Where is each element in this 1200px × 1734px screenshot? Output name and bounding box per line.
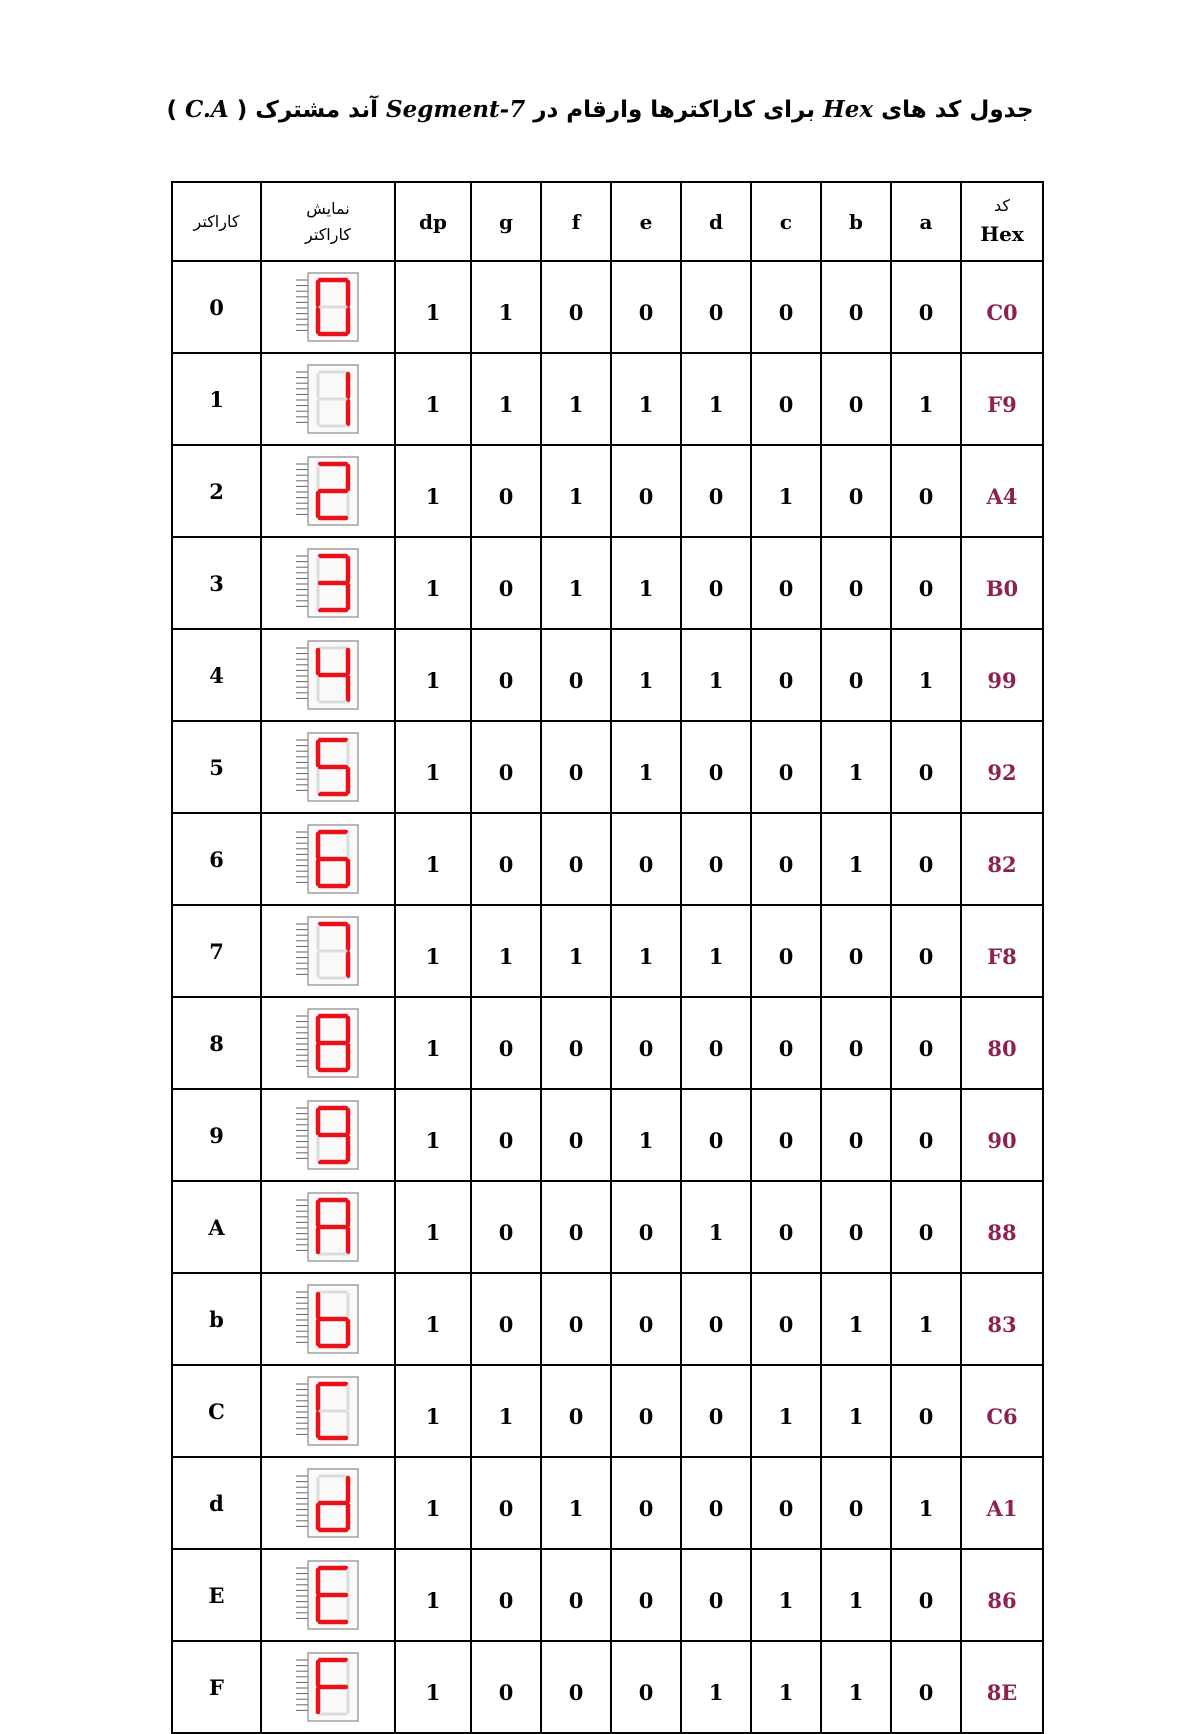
bit-a-cell: 0 (891, 1089, 961, 1181)
table-row (172, 1181, 1043, 1273)
seven-segment-display (261, 1365, 395, 1457)
bit-d-cell: 0 (681, 537, 751, 629)
hex-code-cell: 83 (961, 1273, 1043, 1365)
bit-g-cell: 0 (471, 997, 541, 1089)
bit-d-cell: 0 (681, 1365, 751, 1457)
character-cell: 8 (172, 997, 261, 1089)
bit-dp-cell: 1 (395, 1181, 471, 1273)
bit-e-cell: 0 (611, 1273, 681, 1365)
seven-segment-icon (296, 272, 360, 342)
seven-segment-icon (296, 640, 360, 710)
header-row (172, 182, 1043, 261)
bit-g-cell: 0 (471, 721, 541, 813)
bit-f-cell: 0 (541, 721, 611, 813)
bit-e-cell: 1 (611, 905, 681, 997)
seven-segment-display (261, 905, 395, 997)
bit-a-cell: 1 (891, 353, 961, 445)
bit-d-cell: 1 (681, 1181, 751, 1273)
hex-code-cell: C0 (961, 261, 1043, 353)
bit-a-cell: 0 (891, 445, 961, 537)
seven-segment-display (261, 1273, 395, 1365)
bit-d-cell: 0 (681, 721, 751, 813)
seven-segment-icon (296, 732, 360, 802)
bit-dp-cell: 1 (395, 261, 471, 353)
character-cell: 6 (172, 813, 261, 905)
bit-f-cell: 0 (541, 1089, 611, 1181)
bit-e-cell: 0 (611, 813, 681, 905)
header-c: c (751, 182, 821, 261)
seven-segment-icon (296, 1652, 360, 1722)
bit-dp-cell: 1 (395, 1641, 471, 1733)
bit-f-cell: 0 (541, 1365, 611, 1457)
bit-d-cell: 1 (681, 905, 751, 997)
title-ca: C.A (184, 96, 229, 123)
seven-segment-icon (296, 824, 360, 894)
hex-code-cell: 90 (961, 1089, 1043, 1181)
header-character: کاراکتر (172, 182, 261, 261)
table-body (172, 261, 1043, 1733)
bit-b-cell: 1 (821, 1549, 891, 1641)
table-row (172, 721, 1043, 813)
hex-code-cell: A4 (961, 445, 1043, 537)
bit-d-cell: 0 (681, 261, 751, 353)
title-prefix: جدول کد های (881, 97, 1034, 123)
table-row (172, 905, 1043, 997)
bit-b-cell: 0 (821, 537, 891, 629)
seven-segment-display (261, 813, 395, 905)
page-title (0, 96, 1200, 123)
bit-b-cell: 1 (821, 721, 891, 813)
table-row (172, 997, 1043, 1089)
seven-segment-display (261, 629, 395, 721)
bit-c-cell: 0 (751, 813, 821, 905)
bit-c-cell: 0 (751, 1181, 821, 1273)
character-cell: 5 (172, 721, 261, 813)
bit-g-cell: 0 (471, 1457, 541, 1549)
character-cell: 3 (172, 537, 261, 629)
seven-segment-display (261, 1641, 395, 1733)
seven-segment-icon (296, 1468, 360, 1538)
hex-code-cell: 8E (961, 1641, 1043, 1733)
bit-a-cell: 0 (891, 1365, 961, 1457)
bit-c-cell: 0 (751, 997, 821, 1089)
bit-b-cell: 0 (821, 445, 891, 537)
header-dp: dp (395, 182, 471, 261)
character-cell: 1 (172, 353, 261, 445)
bit-dp-cell: 1 (395, 353, 471, 445)
bit-e-cell: 0 (611, 445, 681, 537)
bit-f-cell: 0 (541, 1181, 611, 1273)
bit-d-cell: 0 (681, 997, 751, 1089)
bit-a-cell: 1 (891, 629, 961, 721)
bit-g-cell: 1 (471, 905, 541, 997)
bit-c-cell: 1 (751, 1549, 821, 1641)
bit-d-cell: 1 (681, 629, 751, 721)
seven-segment-display (261, 261, 395, 353)
table-row (172, 1365, 1043, 1457)
hex-code-cell: F9 (961, 353, 1043, 445)
table-row (172, 1089, 1043, 1181)
character-cell: A (172, 1181, 261, 1273)
bit-e-cell: 1 (611, 721, 681, 813)
bit-b-cell: 0 (821, 261, 891, 353)
character-cell: 9 (172, 1089, 261, 1181)
bit-c-cell: 1 (751, 1641, 821, 1733)
bit-b-cell: 0 (821, 997, 891, 1089)
hex-code-cell: 86 (961, 1549, 1043, 1641)
bit-f-cell: 1 (541, 353, 611, 445)
bit-dp-cell: 1 (395, 1365, 471, 1457)
seven-segment-icon (296, 916, 360, 986)
hex-code-cell: 99 (961, 629, 1043, 721)
bit-c-cell: 0 (751, 353, 821, 445)
bit-c-cell: 0 (751, 1457, 821, 1549)
table-row (172, 629, 1043, 721)
bit-g-cell: 0 (471, 537, 541, 629)
hex-code-cell: 92 (961, 721, 1043, 813)
header-display-line2: کاراکتر (305, 224, 351, 244)
bit-b-cell: 0 (821, 1089, 891, 1181)
header-code-line1: کد (993, 195, 1010, 215)
bit-c-cell: 0 (751, 905, 821, 997)
header-e: e (611, 182, 681, 261)
bit-d-cell: 0 (681, 1089, 751, 1181)
seven-segment-icon (296, 1284, 360, 1354)
character-cell: 0 (172, 261, 261, 353)
bit-g-cell: 0 (471, 1549, 541, 1641)
character-cell: b (172, 1273, 261, 1365)
bit-g-cell: 0 (471, 1641, 541, 1733)
bit-d-cell: 0 (681, 1549, 751, 1641)
character-cell: E (172, 1549, 261, 1641)
hex-code-table (171, 181, 1044, 1734)
hex-code-cell: F8 (961, 905, 1043, 997)
bit-a-cell: 0 (891, 1549, 961, 1641)
hex-code-cell: C6 (961, 1365, 1043, 1457)
bit-f-cell: 1 (541, 1457, 611, 1549)
seven-segment-display (261, 997, 395, 1089)
title-segment: 7-Segment (386, 96, 526, 123)
character-cell: 2 (172, 445, 261, 537)
bit-f-cell: 1 (541, 905, 611, 997)
bit-c-cell: 0 (751, 721, 821, 813)
bit-a-cell: 0 (891, 905, 961, 997)
table-row (172, 1457, 1043, 1549)
bit-dp-cell: 1 (395, 629, 471, 721)
bit-c-cell: 0 (751, 261, 821, 353)
header-display (261, 182, 395, 261)
bit-a-cell: 1 (891, 1273, 961, 1365)
bit-f-cell: 1 (541, 445, 611, 537)
bit-d-cell: 1 (681, 353, 751, 445)
table-row (172, 1549, 1043, 1641)
bit-a-cell: 0 (891, 1181, 961, 1273)
bit-d-cell: 0 (681, 1273, 751, 1365)
bit-e-cell: 0 (611, 1365, 681, 1457)
bit-e-cell: 1 (611, 353, 681, 445)
bit-dp-cell: 1 (395, 537, 471, 629)
header-code (961, 182, 1043, 261)
seven-segment-display (261, 1457, 395, 1549)
seven-segment-icon (296, 456, 360, 526)
bit-f-cell: 0 (541, 1273, 611, 1365)
table-row (172, 353, 1043, 445)
character-cell: F (172, 1641, 261, 1733)
bit-b-cell: 0 (821, 905, 891, 997)
bit-d-cell: 1 (681, 1641, 751, 1733)
bit-d-cell: 0 (681, 445, 751, 537)
bit-e-cell: 1 (611, 629, 681, 721)
bit-c-cell: 0 (751, 537, 821, 629)
hex-code-cell: 80 (961, 997, 1043, 1089)
seven-segment-icon (296, 1192, 360, 1262)
bit-f-cell: 1 (541, 537, 611, 629)
bit-c-cell: 0 (751, 1089, 821, 1181)
bit-a-cell: 1 (891, 1457, 961, 1549)
bit-f-cell: 0 (541, 629, 611, 721)
bit-g-cell: 0 (471, 629, 541, 721)
bit-b-cell: 1 (821, 1365, 891, 1457)
bit-dp-cell: 1 (395, 1457, 471, 1549)
table-row (172, 1641, 1043, 1733)
table-row (172, 1273, 1043, 1365)
bit-e-cell: 0 (611, 997, 681, 1089)
bit-g-cell: 0 (471, 1273, 541, 1365)
bit-g-cell: 1 (471, 353, 541, 445)
hex-code-cell: A1 (961, 1457, 1043, 1549)
character-cell: 4 (172, 629, 261, 721)
bit-g-cell: 1 (471, 261, 541, 353)
bit-b-cell: 1 (821, 813, 891, 905)
bit-f-cell: 0 (541, 813, 611, 905)
bit-g-cell: 0 (471, 1181, 541, 1273)
bit-b-cell: 0 (821, 1457, 891, 1549)
bit-e-cell: 0 (611, 1549, 681, 1641)
bit-dp-cell: 1 (395, 721, 471, 813)
seven-segment-icon (296, 548, 360, 618)
table-row (172, 261, 1043, 353)
bit-d-cell: 0 (681, 813, 751, 905)
header-g: g (471, 182, 541, 261)
bit-e-cell: 0 (611, 1641, 681, 1733)
bit-f-cell: 0 (541, 1549, 611, 1641)
header-d: d (681, 182, 751, 261)
bit-c-cell: 1 (751, 445, 821, 537)
title-suffix: آند مشترک ( (236, 97, 378, 123)
bit-b-cell: 0 (821, 1181, 891, 1273)
bit-e-cell: 1 (611, 537, 681, 629)
character-cell: 7 (172, 905, 261, 997)
bit-a-cell: 0 (891, 1641, 961, 1733)
seven-segment-icon (296, 1560, 360, 1630)
bit-b-cell: 1 (821, 1273, 891, 1365)
bit-g-cell: 0 (471, 813, 541, 905)
bit-dp-cell: 1 (395, 1549, 471, 1641)
seven-segment-display (261, 1181, 395, 1273)
seven-segment-icon (296, 364, 360, 434)
seven-segment-display (261, 1549, 395, 1641)
table-row (172, 813, 1043, 905)
bit-b-cell: 0 (821, 353, 891, 445)
bit-b-cell: 1 (821, 1641, 891, 1733)
bit-e-cell: 1 (611, 1089, 681, 1181)
bit-g-cell: 0 (471, 445, 541, 537)
bit-c-cell: 1 (751, 1365, 821, 1457)
bit-d-cell: 0 (681, 1457, 751, 1549)
table-row (172, 537, 1043, 629)
bit-e-cell: 0 (611, 1457, 681, 1549)
hex-code-cell: 88 (961, 1181, 1043, 1273)
bit-a-cell: 0 (891, 721, 961, 813)
title-close: ) (166, 97, 177, 123)
bit-a-cell: 0 (891, 997, 961, 1089)
character-cell: d (172, 1457, 261, 1549)
bit-dp-cell: 1 (395, 1273, 471, 1365)
seven-segment-display (261, 1089, 395, 1181)
bit-g-cell: 1 (471, 1365, 541, 1457)
seven-segment-display (261, 721, 395, 813)
bit-dp-cell: 1 (395, 905, 471, 997)
bit-a-cell: 0 (891, 813, 961, 905)
header-b: b (821, 182, 891, 261)
bit-dp-cell: 1 (395, 997, 471, 1089)
bit-g-cell: 0 (471, 1089, 541, 1181)
bit-e-cell: 0 (611, 261, 681, 353)
seven-segment-icon (296, 1100, 360, 1170)
hex-code-cell: 82 (961, 813, 1043, 905)
seven-segment-display (261, 445, 395, 537)
title-hex: Hex (823, 96, 874, 123)
hex-code-cell: B0 (961, 537, 1043, 629)
bit-c-cell: 0 (751, 629, 821, 721)
seven-segment-display (261, 353, 395, 445)
bit-f-cell: 0 (541, 997, 611, 1089)
title-middle: برای کاراکترها وارقام در (533, 97, 815, 123)
bit-c-cell: 0 (751, 1273, 821, 1365)
seven-segment-display (261, 537, 395, 629)
header-a: a (891, 182, 961, 261)
bit-a-cell: 0 (891, 537, 961, 629)
header-code-line2: Hex (980, 222, 1024, 247)
bit-dp-cell: 1 (395, 445, 471, 537)
header-display-line1: نمایش (306, 198, 350, 218)
seven-segment-icon (296, 1376, 360, 1446)
seven-segment-icon (296, 1008, 360, 1078)
bit-dp-cell: 1 (395, 1089, 471, 1181)
bit-f-cell: 0 (541, 1641, 611, 1733)
header-f: f (541, 182, 611, 261)
bit-e-cell: 0 (611, 1181, 681, 1273)
bit-b-cell: 0 (821, 629, 891, 721)
table-row (172, 445, 1043, 537)
character-cell: C (172, 1365, 261, 1457)
bit-a-cell: 0 (891, 261, 961, 353)
bit-f-cell: 0 (541, 261, 611, 353)
bit-dp-cell: 1 (395, 813, 471, 905)
